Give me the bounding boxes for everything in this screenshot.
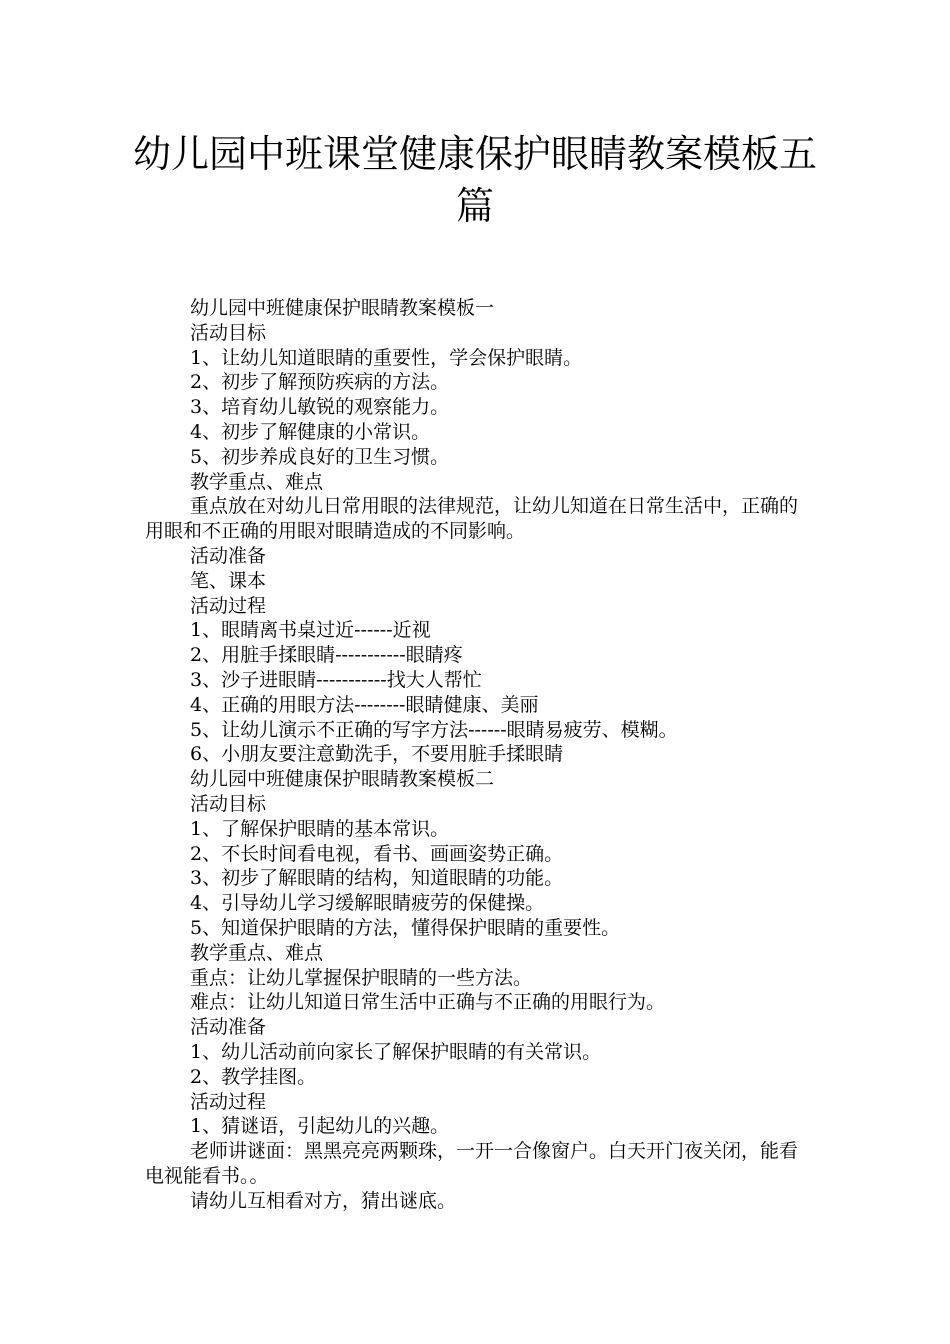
list-item: 2、初步了解预防疾病的方法。 — [190, 371, 450, 394]
subheading: 活动过程 — [190, 594, 267, 617]
subheading: 活动过程 — [190, 1090, 267, 1113]
list-item: 1、幼儿活动前向家长了解保护眼睛的有关常识。 — [190, 1040, 602, 1063]
subheading: 教学重点、难点 — [190, 941, 324, 964]
subheading: 活动目标 — [190, 792, 267, 815]
section-heading: 幼儿园中班健康保护眼睛教案模板二 — [190, 768, 495, 791]
list-item: 3、沙子进眼睛-----------找大人帮忙 — [190, 668, 482, 691]
document-body — [145, 296, 813, 1213]
list-item: 3、初步了解眼睛的结构，知道眼睛的功能。 — [190, 867, 564, 890]
paragraph: 重点：让幼儿掌握保护眼睛的一些方法。 — [190, 966, 533, 989]
list-item: 2、不长时间看电视，看书、画画姿势正确。 — [190, 842, 564, 865]
paragraph: 老师讲谜面：黑黑亮亮两颗珠，一开一合像窗户。白天开门夜关闭，能看电视能看书。。 — [145, 1140, 799, 1187]
list-item: 1、了解保护眼睛的基本常识。 — [190, 817, 450, 840]
document-title: 幼儿园中班课堂健康保护眼睛教案模板五篇 — [132, 132, 817, 228]
list-item: 4、引导幼儿学习缓解眼睛疲劳的保健操。 — [190, 892, 545, 915]
list-item: 6、小朋友要注意勤洗手，不要用脏手揉眼睛 — [190, 743, 564, 766]
section-heading: 幼儿园中班健康保护眼睛教案模板一 — [190, 297, 495, 319]
list-item: 5、初步养成良好的卫生习惯。 — [190, 445, 450, 468]
paragraph: 请幼儿互相看对方，猜出谜底。 — [190, 1189, 457, 1212]
subheading: 活动目标 — [190, 321, 267, 344]
subheading: 活动准备 — [190, 1016, 267, 1039]
list-item: 2、教学挂图。 — [190, 1065, 317, 1088]
list-item: 3、培育幼儿敏锐的观察能力。 — [190, 396, 450, 419]
list-item: 4、正确的用眼方法--------眼睛健康、美丽 — [190, 693, 539, 716]
subheading: 教学重点、难点 — [190, 470, 324, 493]
list-item: 4、初步了解健康的小常识。 — [190, 420, 431, 443]
list-item: 5、让幼儿演示不正确的写字方法------眼睛易疲劳、模糊。 — [190, 718, 678, 741]
paragraph: 重点放在对幼儿日常用眼的法律规范，让幼儿知道在日常生活中，正确的用眼和不正确的用眼对眼睛造成的不同影响。 — [145, 495, 799, 543]
paragraph: 笔、课本 — [190, 569, 267, 592]
list-item: 1、让幼儿知道眼睛的重要性，学会保护眼睛。 — [190, 346, 583, 369]
list-item: 1、眼睛离书桌过近------近视 — [190, 619, 431, 642]
list-item: 1、猜谜语，引起幼儿的兴趣。 — [190, 1115, 450, 1138]
list-item: 2、用脏手揉眼睛-----------眼睛疼 — [190, 644, 463, 667]
list-item: 5、知道保护眼睛的方法，懂得保护眼睛的重要性。 — [190, 916, 621, 939]
paragraph: 难点：让幼儿知道日常生活中正确与不正确的用眼行为。 — [190, 991, 666, 1014]
subheading: 活动准备 — [190, 544, 267, 567]
